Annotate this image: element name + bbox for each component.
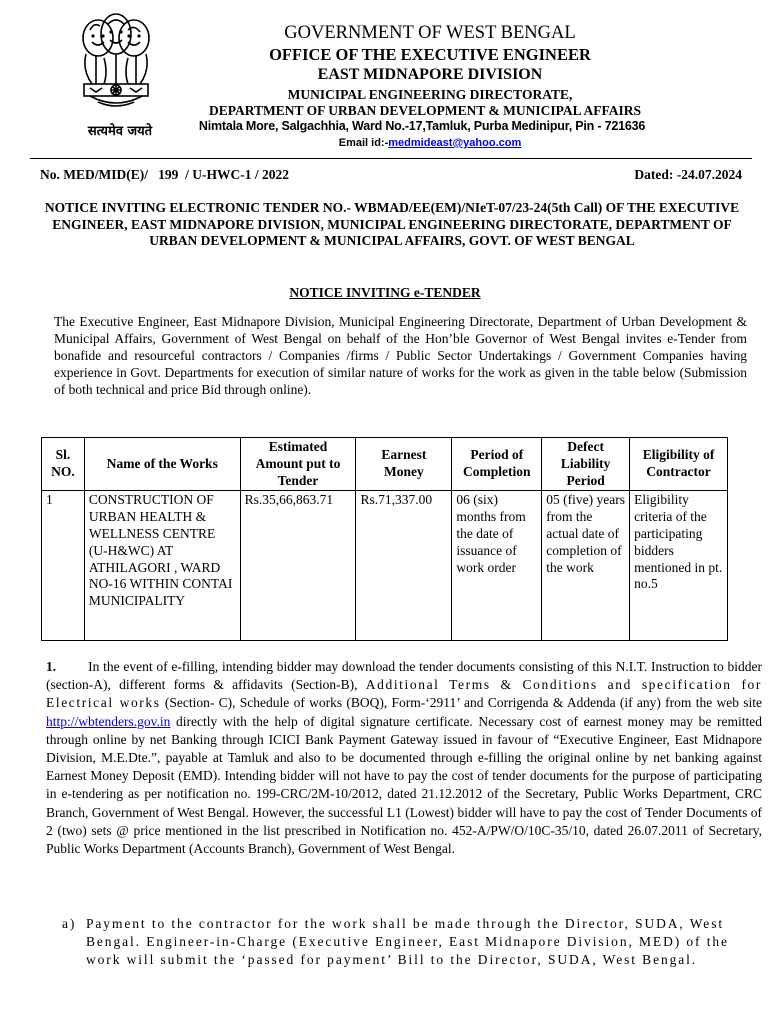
clause-1-number: 1. bbox=[46, 659, 57, 674]
cell-work: CONSTRUCTION OF URBAN HEALTH & WELLNESS CENTRE (U-H&WC) AT ATHILAGORI , WARD NO-16 WITHIN CONTAI MUNICIPALITY bbox=[84, 491, 240, 641]
clause-a-label: a) bbox=[62, 916, 77, 931]
tender-website-link[interactable]: http://wbtenders.gov.in bbox=[46, 713, 171, 729]
clause-1-text-b: Additional Terms & Conditions and specification for Electrical works bbox=[46, 677, 762, 711]
office-address: Nimtala More, Salgachhia, Ward No.-17,Tamluk, Purba Medinipur, Pin - 721636 bbox=[198, 119, 646, 133]
intro-paragraph: The Executive Engineer, East Midnapore Division, Municipal Engineering Directorate, Department of Urban Development & Municipal Affairs, Government of West Bengal on behalf of the Hon’ble Governor of West Bengal invites e-Tender from bonafide and resourceful contractors / Companies /firms / Public Sector Undertakings / Government Companies having experience in Govt. Departments for execution of similar nature of works for the work as given in the table below (Submission of both technical and price Bid through online). bbox=[54, 314, 747, 398]
col-header-period: Period of Completion bbox=[452, 438, 542, 491]
col-header-work: Name of the Works bbox=[84, 438, 240, 491]
email-link[interactable]: medmideast@yahoo.com bbox=[388, 137, 522, 149]
directorate-heading: MUNICIPAL ENGINEERING DIRECTORATE, bbox=[287, 87, 573, 102]
clause-1-text-d: directly with the help of digital signature certificate. Necessary cost of earnest money may be remitted through online by net Banking through ICICI Bank Payment Gateway issued in favour of “Executive Engineer, East Midnapore Division, M.E.Dte.”, payable at Tamluk and also to be documented through e-filling the original online by net banking against Earnest Money Deposit (EMD). Intending bidder will not have to pay the cost of tender documents for the purpose of participating in e-tendering as per notification no. 199-CRC/2M-10/2012, dated 21.12.2012 of the Secretary, Public Works Department, CRC Branch, Government of West Bengal. However, the successful L1 (Lowest) bidder will have to pay the cost of Tender Documents of 2 (two) sets @ price mentioned in the list prescribed in Notification no. 452-A/PW/O/10C-35/10, dated 26.07.2011 of Secretary, Public Works Department (Accounts Branch), Government of West Bengal. bbox=[46, 713, 762, 857]
col-header-sl: Sl. NO. bbox=[42, 438, 85, 491]
clause-1-text-c: (Section- C), Schedule of works (BOQ), Form-‘2911’ and Corrigenda & Addenda (if any) from the web site bbox=[160, 695, 762, 711]
clause-a-text: Payment to the contractor for the work shall be made through the Director, SUDA, West Bengal. Engineer-in-Charge (Executive Engineer, East Midnapore Division, MED) of the work will submit the ‘passed for payment’ Bill to the Director, SUDA, West Bengal. bbox=[86, 916, 729, 968]
clause-a bbox=[62, 915, 752, 970]
col-header-defect: Defect Liability Period bbox=[542, 438, 630, 491]
col-header-eligibility: Eligibility of Contractor bbox=[630, 438, 728, 491]
office-heading: OFFICE OF THE EXECUTIVE ENGINEER bbox=[269, 45, 591, 64]
header-divider bbox=[30, 158, 752, 159]
table-header-row bbox=[42, 438, 728, 491]
clause-1-text-a: In the event of e-filling, intending bidder may download the tender documents consisting of this N.I.T. Instruction to bidder (section-A), different forms & affidavits (Section-B), bbox=[46, 659, 762, 693]
cell-earnest: Rs.71,337.00 bbox=[356, 491, 452, 641]
col-header-amount: Estimated Amount put to Tender bbox=[240, 438, 356, 491]
memo-number: No. MED/MID(E)/ 199 / U-HWC-1 / 2022 bbox=[40, 167, 289, 182]
table-row bbox=[42, 491, 728, 641]
state-emblem-logo bbox=[68, 8, 164, 118]
govt-heading: GOVERNMENT OF WEST BENGAL bbox=[284, 23, 576, 43]
cell-period: 06 (six) months from the date of issuance of work order bbox=[452, 491, 542, 641]
col-header-earnest: Earnest Money bbox=[356, 438, 452, 491]
works-table bbox=[41, 437, 728, 641]
cell-sl: 1 bbox=[42, 491, 85, 641]
memo-date: Dated: -24.07.2024 bbox=[634, 167, 742, 182]
notice-subtitle: NOTICE INVITING e-TENDER bbox=[289, 285, 481, 300]
cell-amount: Rs.35,66,863.71 bbox=[240, 491, 356, 641]
email-line bbox=[170, 137, 690, 149]
notice-title: NOTICE INVITING ELECTRONIC TENDER NO.- WBMAD/EE(EM)/NIeT-07/23-24(5th Call) OF THE EXECUTIVE ENGINEER, EAST MIDNAPORE DIVISION, MUNICIPAL ENGINEERING DIRECTORATE, DEPARTMENT OF URBAN DEVELOPMENT & MUNICIPAL AFFAIRS, GOVT. OF WEST BENGAL bbox=[44, 200, 740, 248]
cell-defect: 05 (five) years from the actual date of completion of the work bbox=[542, 491, 630, 641]
clause-1 bbox=[46, 658, 762, 858]
email-label: Email id:- bbox=[338, 137, 389, 149]
division-heading: EAST MIDNAPORE DIVISION bbox=[317, 66, 543, 83]
cell-eligibility: Eligibility criteria of the participating bidders mentioned in pt. no.5 bbox=[630, 491, 728, 641]
department-heading: DEPARTMENT OF URBAN DEVELOPMENT & MUNICIPAL AFFAIRS bbox=[208, 103, 642, 118]
emblem-motto: सत्यमेव जयते bbox=[87, 124, 153, 139]
